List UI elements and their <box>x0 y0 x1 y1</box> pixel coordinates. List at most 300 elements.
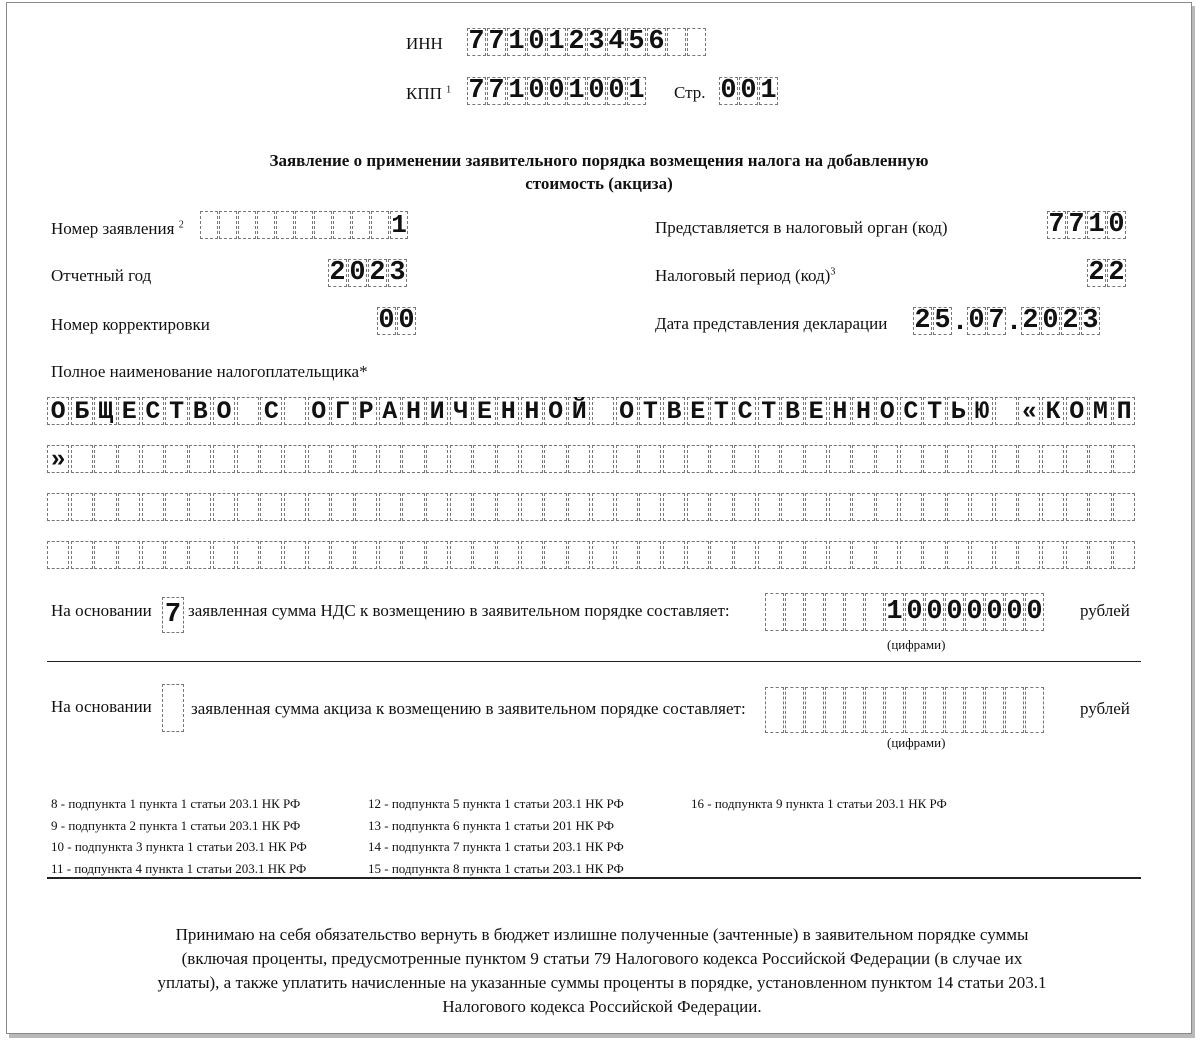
char-cell <box>663 445 685 473</box>
char-cell: 7 <box>468 76 485 106</box>
vat-basis-code-field[interactable] <box>162 597 185 633</box>
char-cell <box>765 593 784 631</box>
period-label: Налоговый период (код)$^3$ <box>655 266 836 285</box>
form-title-line-2: стоимость (акциза) <box>525 174 673 193</box>
char-cell: О <box>876 397 898 425</box>
char-cell <box>402 445 424 473</box>
char-cell <box>118 541 140 569</box>
decl-date-month[interactable] <box>967 307 1007 337</box>
char-cell <box>379 445 401 473</box>
vat-basis-code: 7 <box>162 597 184 633</box>
section-divider <box>47 661 1141 662</box>
char-cell: О <box>1066 397 1088 425</box>
char-cell <box>426 541 448 569</box>
char-cell <box>971 445 993 473</box>
excise-amount-field[interactable] <box>765 687 1045 733</box>
char-cell <box>852 493 874 521</box>
taxpayer-name-row-2[interactable] <box>47 445 1137 475</box>
obligation-line: уплаты), а также уплатить начисленные на указанные суммы проценты в порядке, установленном пунктом 14 статьи 203.1 <box>157 973 1047 992</box>
decl-date-field[interactable] <box>913 307 1101 337</box>
char-cell: 2 <box>369 258 386 288</box>
char-cell: 0 <box>740 76 757 106</box>
char-cell: Щ <box>94 397 116 425</box>
legend-column-2 <box>368 793 624 879</box>
char-cell: Т <box>710 397 732 425</box>
char-cell: 1 <box>508 76 525 106</box>
char-cell <box>94 493 116 521</box>
char-cell: В <box>189 397 211 425</box>
char-cell: 0 <box>349 258 366 288</box>
char-cell: 0 <box>1108 210 1125 240</box>
char-cell <box>687 28 706 56</box>
char-cell <box>865 687 884 733</box>
char-cell: 0 <box>588 76 605 106</box>
char-cell: 7 <box>488 27 505 57</box>
char-cell <box>260 445 282 473</box>
inn-label: ИНН <box>406 34 443 53</box>
char-cell: О <box>616 397 638 425</box>
char-cell <box>1089 493 1111 521</box>
char-cell <box>687 541 709 569</box>
excise-basis-label: На основании <box>51 697 152 716</box>
char-cell: Е <box>687 397 709 425</box>
char-cell <box>308 541 330 569</box>
char-cell <box>295 211 313 239</box>
char-cell <box>765 687 784 733</box>
char-cell: Т <box>165 397 187 425</box>
char-cell: 0 <box>925 593 944 631</box>
decl-date-day[interactable] <box>913 307 953 337</box>
char-cell <box>616 445 638 473</box>
char-cell <box>639 541 661 569</box>
char-cell <box>758 541 780 569</box>
vat-basis-label: На основании <box>51 601 152 620</box>
char-cell <box>402 541 424 569</box>
char-cell: Ь <box>947 397 969 425</box>
char-cell: 7 <box>488 76 505 106</box>
char-cell <box>1025 687 1044 733</box>
char-cell <box>189 445 211 473</box>
char-cell <box>142 445 164 473</box>
char-cell <box>829 541 851 569</box>
char-cell <box>355 493 377 521</box>
char-cell <box>308 493 330 521</box>
legend-item: 16 - подпункта 9 пункта 1 статьи 203.1 НК РФ <box>691 796 947 811</box>
char-cell <box>314 211 332 239</box>
taxpayer-name-row-4[interactable] <box>47 541 1137 571</box>
char-cell <box>947 493 969 521</box>
char-cell: И <box>426 397 448 425</box>
char-cell: 2 <box>1022 306 1039 336</box>
char-cell: Т <box>758 397 780 425</box>
char-cell <box>785 687 804 733</box>
char-cell: 7 <box>468 27 485 57</box>
char-cell <box>568 493 590 521</box>
char-cell: 0 <box>1042 306 1059 336</box>
char-cell <box>213 493 235 521</box>
char-cell <box>260 541 282 569</box>
char-cell <box>1005 687 1024 733</box>
char-cell: 5 <box>628 27 645 57</box>
char-cell <box>734 541 756 569</box>
char-cell <box>1018 445 1040 473</box>
char-cell <box>379 541 401 569</box>
char-cell: О <box>213 397 235 425</box>
taxpayer-name-label: Полное наименование налогоплательщика* <box>51 362 368 381</box>
legend-item: 14 - подпункта 7 пункта 1 статьи 203.1 НК РФ <box>368 839 624 854</box>
char-cell: 0 <box>945 593 964 631</box>
decl-date-label: Дата представления декларации <box>655 314 888 333</box>
char-cell <box>734 445 756 473</box>
char-cell <box>1113 541 1135 569</box>
char-cell: 3 <box>588 27 605 57</box>
char-cell: Е <box>118 397 140 425</box>
char-cell <box>1042 541 1064 569</box>
char-cell <box>687 445 709 473</box>
excise-basis-code <box>162 684 184 732</box>
char-cell <box>1113 445 1135 473</box>
char-cell: Н <box>521 397 543 425</box>
obligation-line: (включая проценты, предусмотренные пунктом 9 статьи 79 Налогового кодекса Российской Федерации (в случае их <box>181 949 1023 968</box>
char-cell: 6 <box>648 27 665 57</box>
char-cell <box>876 541 898 569</box>
char-cell <box>734 493 756 521</box>
tax-office-field[interactable] <box>1047 211 1127 241</box>
decl-date-separator: . <box>1005 307 1023 338</box>
char-cell: « <box>1018 397 1040 425</box>
char-cell <box>284 397 306 425</box>
char-cell <box>781 541 803 569</box>
legend-item: 12 - подпункта 5 пункта 1 статьи 203.1 НК РФ <box>368 796 624 811</box>
char-cell: 0 <box>985 593 1004 631</box>
char-cell <box>1018 493 1040 521</box>
char-cell: 0 <box>720 76 737 106</box>
char-cell <box>1018 541 1040 569</box>
char-cell <box>238 211 256 239</box>
char-cell <box>219 211 237 239</box>
char-cell: 2 <box>1088 258 1105 288</box>
year-label: Отчетный год <box>51 266 152 285</box>
char-cell <box>616 541 638 569</box>
char-cell: П <box>1113 397 1135 425</box>
char-cell <box>213 445 235 473</box>
char-cell: 0 <box>968 306 985 336</box>
char-cell <box>308 445 330 473</box>
char-cell: О <box>544 397 566 425</box>
char-cell: В <box>663 397 685 425</box>
char-cell <box>710 541 732 569</box>
char-cell <box>805 541 827 569</box>
char-cell <box>237 397 259 425</box>
char-cell <box>845 593 864 631</box>
char-cell <box>71 541 93 569</box>
char-cell: 0 <box>528 27 545 57</box>
char-cell: С <box>900 397 922 425</box>
char-cell: 1 <box>628 76 645 106</box>
char-cell <box>592 397 614 425</box>
char-cell <box>865 593 884 631</box>
inn-field[interactable] <box>467 28 707 58</box>
legend-item: 11 - подпункта 4 пункта 1 статьи 203.1 НК РФ <box>51 860 307 876</box>
tax-office-label: Представляется в налоговый орган (код) <box>655 218 948 237</box>
char-cell <box>165 445 187 473</box>
char-cell <box>781 445 803 473</box>
char-cell <box>355 541 377 569</box>
char-cell: Й <box>568 397 590 425</box>
excise-amount-caption: (цифрами) <box>887 735 946 750</box>
char-cell <box>450 445 472 473</box>
char-cell: О <box>47 397 69 425</box>
char-cell <box>284 493 306 521</box>
char-cell: Е <box>473 397 495 425</box>
char-cell <box>1066 541 1088 569</box>
char-cell <box>521 541 543 569</box>
char-cell <box>189 493 211 521</box>
char-cell <box>995 493 1017 521</box>
char-cell <box>237 445 259 473</box>
char-cell <box>1089 541 1111 569</box>
char-cell <box>945 687 964 733</box>
char-cell <box>1042 493 1064 521</box>
char-cell <box>1113 493 1135 521</box>
char-cell <box>568 541 590 569</box>
year-field[interactable] <box>328 259 408 289</box>
obligation-line: Принимаю на себя обязательство вернуть в бюджет излишне полученные (зачтенные) в заявительном порядке суммы <box>175 925 1029 944</box>
app-number-field[interactable] <box>200 211 409 241</box>
legend-divider <box>47 877 1141 879</box>
char-cell <box>805 593 824 631</box>
char-cell: Н <box>829 397 851 425</box>
char-cell <box>900 541 922 569</box>
char-cell <box>805 445 827 473</box>
char-cell <box>333 211 351 239</box>
char-cell <box>592 445 614 473</box>
char-cell: 1 <box>508 27 525 57</box>
char-cell <box>284 541 306 569</box>
char-cell <box>189 541 211 569</box>
char-cell <box>450 493 472 521</box>
char-cell <box>710 493 732 521</box>
legend-column-3 <box>691 793 947 815</box>
char-cell: В <box>781 397 803 425</box>
char-cell: 0 <box>1025 593 1044 631</box>
char-cell: С <box>142 397 164 425</box>
char-cell <box>276 211 294 239</box>
char-cell <box>352 211 370 239</box>
char-cell: Н <box>497 397 519 425</box>
char-cell <box>965 687 984 733</box>
char-cell: 2 <box>914 306 931 336</box>
form-title-line-1: Заявление о применении заявительного порядка возмещения налога на добавленную <box>269 151 929 170</box>
legend-item: 9 - подпункта 2 пункта 1 статьи 203.1 НК РФ <box>51 817 301 833</box>
char-cell <box>876 445 898 473</box>
char-cell <box>544 541 566 569</box>
legend-column-1 <box>51 793 307 879</box>
char-cell: 0 <box>548 76 565 106</box>
char-cell <box>592 493 614 521</box>
char-cell <box>521 493 543 521</box>
legend-item: 10 - подпункта 3 пункта 1 статьи 203.1 НК РФ <box>51 839 307 854</box>
char-cell <box>426 445 448 473</box>
char-cell <box>94 541 116 569</box>
char-cell <box>845 687 864 733</box>
char-cell: 0 <box>965 593 984 631</box>
char-cell <box>947 445 969 473</box>
char-cell <box>497 493 519 521</box>
char-cell <box>995 541 1017 569</box>
taxpayer-name-row-1[interactable] <box>47 397 1137 427</box>
char-cell <box>118 493 140 521</box>
char-cell <box>592 541 614 569</box>
char-cell: 7 <box>988 306 1005 336</box>
char-cell <box>852 445 874 473</box>
vat-text: заявленная сумма НДС к возмещению в заявительном порядке составляет: <box>188 601 730 620</box>
tax-form-sheet <box>6 2 1192 1034</box>
char-cell: Ю <box>971 397 993 425</box>
char-cell <box>905 687 924 733</box>
char-cell <box>971 541 993 569</box>
char-cell <box>923 445 945 473</box>
char-cell <box>805 493 827 521</box>
char-cell: Н <box>402 397 424 425</box>
char-cell: Ч <box>450 397 472 425</box>
char-cell <box>885 687 904 733</box>
char-cell: М <box>1089 397 1111 425</box>
char-cell <box>876 493 898 521</box>
char-cell <box>142 541 164 569</box>
kpp-label: КПП $^1$ <box>406 84 452 103</box>
char-cell <box>923 493 945 521</box>
char-cell: К <box>1042 397 1064 425</box>
char-cell <box>687 493 709 521</box>
char-cell: 3 <box>1082 306 1099 336</box>
char-cell <box>473 445 495 473</box>
vat-unit: рублей <box>1080 601 1130 620</box>
char-cell <box>473 541 495 569</box>
char-cell <box>331 541 353 569</box>
kpp-field[interactable] <box>467 77 647 107</box>
legend-item: 13 - подпункта 6 пункта 1 статьи 201 НК РФ <box>368 817 615 833</box>
char-cell: 1 <box>391 210 407 240</box>
obligation-text <box>107 923 1097 1019</box>
char-cell <box>544 493 566 521</box>
char-cell: А <box>379 397 401 425</box>
legend-item: 8 - подпункта 1 пункта 1 статьи 203.1 НК РФ <box>51 796 301 811</box>
char-cell <box>544 445 566 473</box>
char-cell <box>568 445 590 473</box>
char-cell <box>639 493 661 521</box>
char-cell: 0 <box>905 593 924 631</box>
char-cell: 1 <box>760 76 777 106</box>
char-cell <box>47 541 69 569</box>
char-cell <box>402 493 424 521</box>
taxpayer-name-row-3[interactable] <box>47 493 1137 523</box>
char-cell <box>971 493 993 521</box>
correction-field[interactable] <box>377 307 417 337</box>
char-cell <box>781 493 803 521</box>
char-cell: Р <box>355 397 377 425</box>
char-cell: Г <box>331 397 353 425</box>
char-cell: 0 <box>1005 593 1024 631</box>
char-cell: 2 <box>1062 306 1079 336</box>
char-cell: 2 <box>1108 258 1125 288</box>
char-cell: » <box>47 445 69 473</box>
char-cell <box>995 397 1017 425</box>
char-cell <box>663 493 685 521</box>
obligation-line: Налогового кодекса Российской Федерации. <box>442 997 762 1016</box>
char-cell <box>237 493 259 521</box>
decl-date-separator: . <box>951 307 969 338</box>
excise-basis-code-field[interactable] <box>162 684 185 732</box>
char-cell <box>260 493 282 521</box>
char-cell <box>1042 445 1064 473</box>
char-cell: 4 <box>608 27 625 57</box>
decl-date-year[interactable] <box>1021 307 1101 337</box>
char-cell <box>142 493 164 521</box>
char-cell <box>852 541 874 569</box>
char-cell <box>947 541 969 569</box>
char-cell: 1 <box>548 27 565 57</box>
legend-item: 15 - подпункта 8 пункта 1 статьи 203.1 НК РФ <box>368 860 624 876</box>
char-cell: 1 <box>885 593 904 631</box>
char-cell <box>200 211 218 239</box>
char-cell <box>925 687 944 733</box>
char-cell: 0 <box>398 306 415 336</box>
char-cell <box>1066 493 1088 521</box>
char-cell: 7 <box>1048 210 1065 240</box>
char-cell: С <box>734 397 756 425</box>
char-cell <box>785 593 804 631</box>
char-cell <box>355 445 377 473</box>
char-cell: 0 <box>378 306 395 336</box>
char-cell <box>426 493 448 521</box>
char-cell <box>829 445 851 473</box>
char-cell <box>165 541 187 569</box>
period-field[interactable] <box>1087 259 1127 289</box>
char-cell: 7 <box>1068 210 1085 240</box>
char-cell: С <box>260 397 282 425</box>
excise-text: заявленная сумма акциза к возмещению в заявительном порядке составляет: <box>191 699 746 718</box>
char-cell <box>450 541 472 569</box>
char-cell <box>94 445 116 473</box>
char-cell <box>923 541 945 569</box>
char-cell <box>758 493 780 521</box>
char-cell <box>667 28 686 56</box>
char-cell <box>497 541 519 569</box>
char-cell <box>379 493 401 521</box>
char-cell <box>213 541 235 569</box>
char-cell <box>47 493 69 521</box>
char-cell <box>1089 445 1111 473</box>
char-cell <box>758 445 780 473</box>
char-cell: 0 <box>528 76 545 106</box>
char-cell <box>616 493 638 521</box>
char-cell <box>900 493 922 521</box>
char-cell: 5 <box>934 306 951 336</box>
vat-amount-caption: (цифрами) <box>887 637 946 652</box>
char-cell: О <box>308 397 330 425</box>
char-cell <box>257 211 275 239</box>
char-cell <box>165 493 187 521</box>
char-cell <box>473 493 495 521</box>
char-cell <box>521 445 543 473</box>
vat-amount-field[interactable] <box>765 593 1045 631</box>
char-cell <box>639 445 661 473</box>
char-cell <box>71 445 93 473</box>
page-number-field[interactable] <box>719 77 779 107</box>
char-cell <box>710 445 732 473</box>
char-cell <box>1066 445 1088 473</box>
